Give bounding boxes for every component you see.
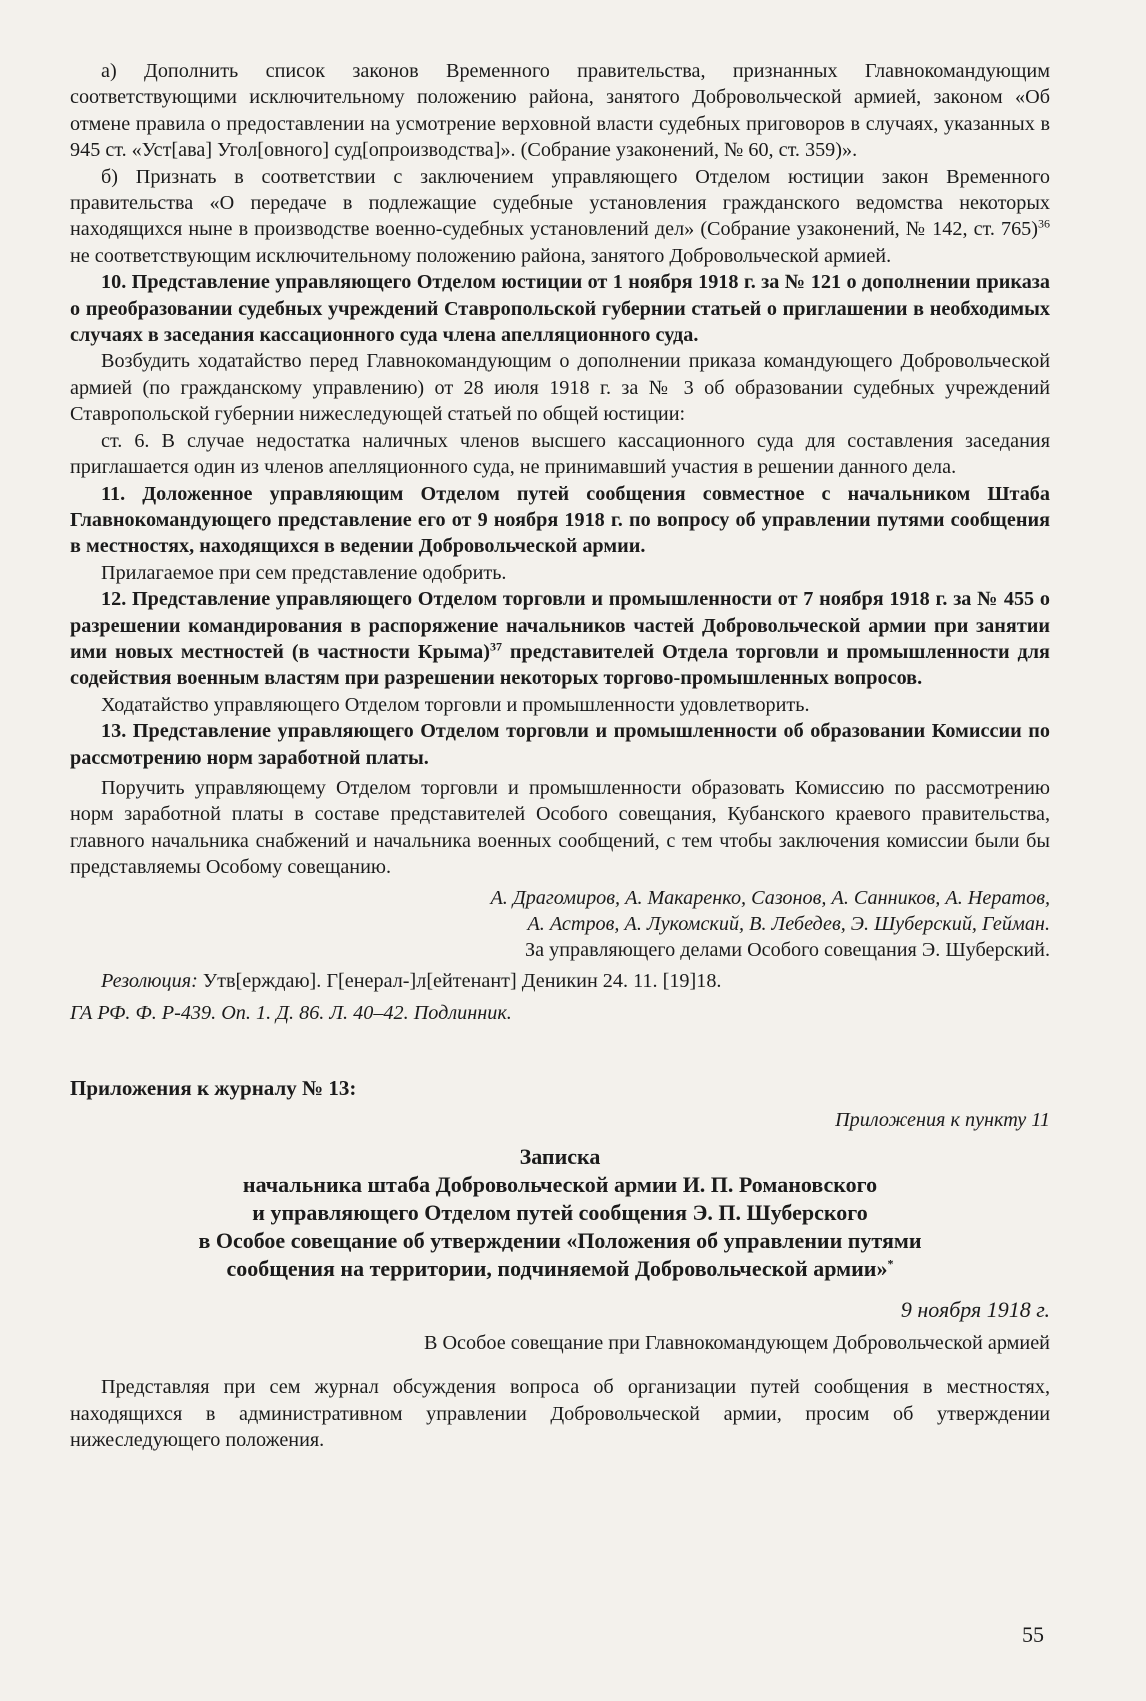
appendix-heading: Приложения к журналу № 13:	[70, 1075, 357, 1100]
item-11-heading: 11. Доложенное управляющим Отделом путей сообщения совместное с начальником Штаба Главнокомандующего представление его от 9 ноября 1918 г. по вопросу об управлении путями сообщения в местностях, находящихся в ведении Добровольческой армии.	[70, 482, 1050, 558]
item-10-article: ст. 6. В случае недостатка наличных членов высшего кассационного суда для составления заседания приглашается один из членов апелляционного суда, не принимавший участия в решении данного дела.	[70, 429, 1050, 479]
item-10-body: Возбудить ходатайство перед Главнокомандующим о дополнении приказа командующего Добровольческой армией (по гражданскому управлению) от 28 июля 1918 г. за № 3 об образовании судебных учреждений Ставропольской губернии нижеследующей статьей по общей юстиции:	[70, 350, 1050, 426]
title-line-3: и управляющего Отделом путей сообщения Э. П. Шуберского	[252, 1200, 868, 1226]
item-12-heading	[70, 586, 1050, 692]
item-12-heading-text: 12. Представление управляющего Отделом торговли и промышленности от 7 ноября 1918 г. за № 455 о разрешении командирования в распоряжение начальников частей Добровольческой армии при занятии ими новых местностей (в частности Крыма)	[70, 588, 1050, 663]
item-13-heading: 13. Представление управляющего Отделом торговли и промышленности об образовании Комиссии по рассмотрению норм заработной платы.	[70, 720, 1050, 769]
secretary-signature	[70, 937, 1050, 963]
footnote-ref-37: 37	[489, 639, 502, 654]
addressee: В Особое совещание при Главнокомандующем Добровольческой армией	[423, 1331, 1050, 1354]
document-date: 9 ноября 1918 г.	[900, 1297, 1050, 1323]
footnote-ref-36: 36	[1038, 216, 1050, 231]
resolution	[70, 968, 1050, 994]
paragraph-b-text: б) Признать в соответствии с заключением управляющего Отделом юстиции закон Временного правительства «О передаче в подлежащие судебные установления гражданского ведомства некоторых находящихся ныне в производстве военно-судебных установлений дел» (Собрание узаконений, № 142, ст. 765)	[70, 165, 1050, 241]
archive-source: ГА РФ. Ф. Р-439. Оп. 1. Д. 86. Л. 40–42. Подлинник.	[70, 1002, 512, 1025]
item-13-body: Поручить управляющему Отделом торговли и промышленности образовать Комиссию по рассмотрению норм заработной платы в составе представителей Особого совещания, Кубанского краевого правительства, главного начальника снабжений и начальника военных сообщений, с тем чтобы заключения комиссии были бы представляемы Особому совещанию.	[70, 776, 1050, 879]
item-12-heading-text-end: представителей Отдела торговли и промышленности для содействия военным властям при разрешении некоторых торгово-промышленных вопросов.	[70, 640, 1050, 690]
signatures-line-1: А. Драгомиров, А. Макаренко, Сазонов, А. Санников, А. Нератов,	[490, 886, 1050, 909]
title-footnote-mark: *	[887, 1257, 894, 1272]
title-line-5	[70, 1255, 1050, 1283]
secretary-text: За управляющего делами Особого совещания Э. Шуберский.	[525, 939, 1050, 962]
title-line-4: в Особое совещание об утверждении «Положения об управлении путями	[198, 1228, 922, 1254]
resolution-text: Утв[ерждаю]. Г[енерал-]л[ейтенант] Деникин 24. 11. [19]18.	[197, 969, 722, 992]
signatures-line-2: А. Астров, А. Лукомский, В. Лебедев, Э. Шуберский, Гейман.	[527, 913, 1050, 935]
item-10-heading: 10. Представление управляющего Отделом юстиции от 1 ноября 1918 г. за № 121 о дополнении приказа о преобразовании судебных учреждений Ставропольской губернии статьей о приглашении в необходимых случаях в заседания кассационного суда члена апелляционного суда.	[70, 271, 1050, 347]
title-line-5-text: сообщения на территории, подчиняемой Добровольческой армии»	[226, 1256, 888, 1282]
appendix-reference: Приложения к пункту 11	[835, 1109, 1050, 1132]
resolution-label: Резолюция:	[101, 969, 198, 992]
paragraph-b-text-end: не соответствующим исключительному положению района, занятого Добровольческой армией.	[70, 244, 892, 267]
item-12-body: Ходатайство управляющего Отделом торговли и промышленности удовлетворить.	[101, 693, 810, 716]
title-line-1: Записка	[519, 1144, 601, 1170]
paragraph-a: а) Дополнить список законов Временного правительства, признанных Главнокомандующим соответствующими исключительному положению района, занятого Добровольческой армией, законом «Об отмене правила о предоставлении на усмотрение верховной власти судебных приговоров в случаях, указанных в 945 ст. «Уст[ава] Угол[овного] суд[опроизводства]». (Собрание узаконений, № 60, ст. 359)».	[70, 60, 1050, 162]
title-line-2: начальника штаба Добровольческой армии И. П. Романовского	[242, 1172, 878, 1198]
item-11-body: Прилагаемое при сем представление одобрить.	[101, 561, 507, 584]
page-number: 55	[1022, 1622, 1044, 1647]
paragraph-b	[70, 164, 1050, 270]
lead-paragraph: Представляя при сем журнал обсуждения вопроса об организации путей сообщения в местностях, находящихся в административном управлении Добровольческой армии, просим об утверждении нижеследующего положения.	[70, 1376, 1050, 1452]
document-title	[70, 1143, 1050, 1283]
